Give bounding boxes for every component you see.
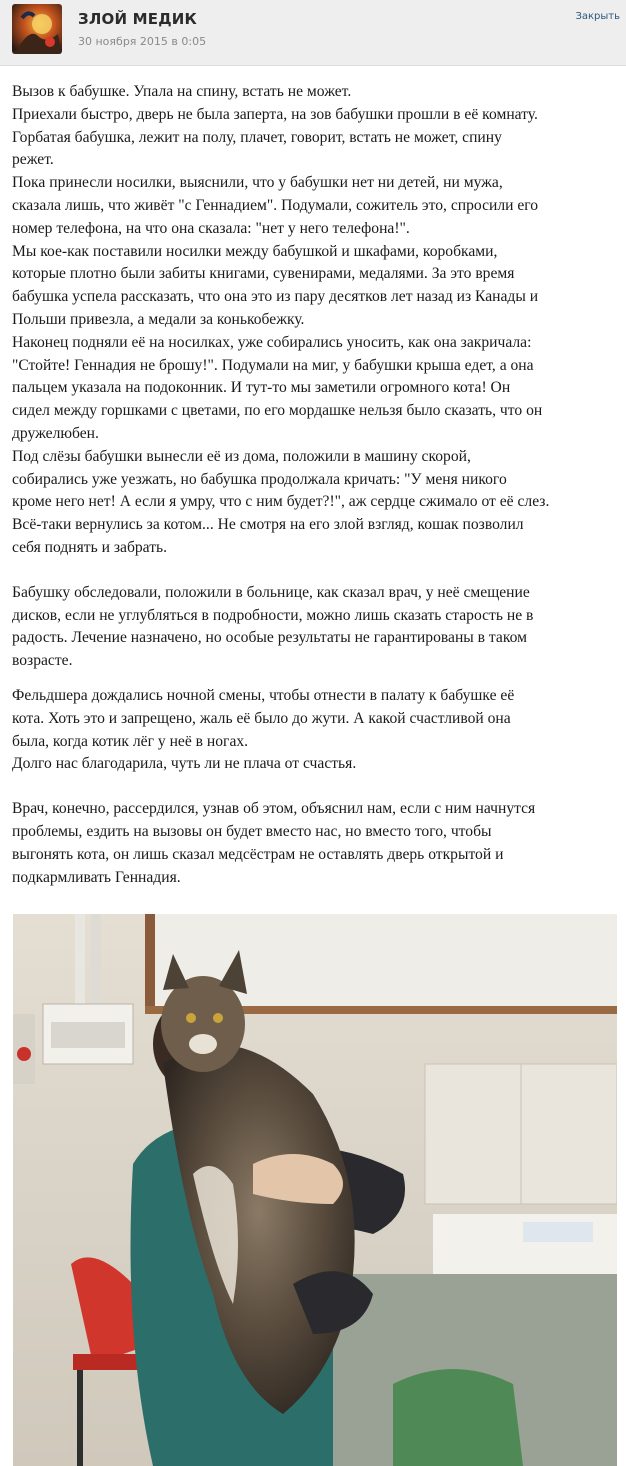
post-text-line: Пока принесли носилки, выяснили, что у бабушки нет ни детей, ни мужа, xyxy=(12,174,503,192)
post-text-line: Врач, конечно, рассердился, узнав об этом, объяснил нам, если с ним начнутся xyxy=(12,800,536,818)
post-text-line: режет. xyxy=(12,151,54,169)
post-text-line: бабушка успела рассказать, что она это из пару десятков лет назад из Канады и xyxy=(12,288,539,306)
post-text-line: возрасте. xyxy=(12,652,73,670)
post-text-line: кроме него нет! А если я умру, что с ним будет?!", аж сердце сжимало от её слез. xyxy=(12,493,550,511)
post-text-line: была, когда котик лёг у неё в ногах. xyxy=(12,732,249,750)
avatar[interactable] xyxy=(12,4,62,54)
paragraph-spacer xyxy=(12,560,620,582)
post-text-line: Под слёзы бабушки вынесли её из дома, положили в машину скорой, xyxy=(12,447,471,465)
post-text-line: Вызов к бабушке. Упала на спину, встать не может. xyxy=(12,83,352,100)
cat-photo-image xyxy=(13,914,617,1466)
post-text-line: Всё-таки вернулись за котом... Не смотря на его злой взгляд, кошак позволил xyxy=(12,516,524,534)
paragraph-spacer xyxy=(12,776,620,798)
post-text-line: дружелюбен. xyxy=(12,424,99,442)
post-text-line: проблемы, ездить на вызовы он будет вместо нас, но вместо того, чтобы xyxy=(12,822,492,840)
post-text-line: пальцем указала на подоконник. И тут-то мы заметили огромного кота! Он xyxy=(12,379,511,397)
post-photo[interactable] xyxy=(13,914,617,1466)
post-text-line: радость. Лечение назначено, но особые результаты не гарантированы в таком xyxy=(12,629,528,647)
post-paragraph xyxy=(12,81,620,560)
post-text-line: Долго нас благодарила, чуть ли не плача от счастья. xyxy=(12,755,357,773)
post-paragraph xyxy=(12,582,620,673)
post-text-line: Польши привезла, а медали за конькобежку. xyxy=(12,310,305,328)
post-paragraph xyxy=(12,685,620,776)
post-paragraph xyxy=(12,798,620,889)
post-text-line: Наконец подняли её на носилках, уже собирались уносить, как она закричала: xyxy=(12,333,532,351)
post-text-line: "Стойте! Геннадия не брошу!". Подумали на миг, у бабушки крыша едет, а она xyxy=(12,356,534,374)
post-text-line: Приехали быстро, дверь не была заперта, на зов бабушки прошли в её комнату. xyxy=(12,105,538,123)
post-text-line: дисков, если не углубляться в подробности, можно лишь сказать старость не в xyxy=(12,606,534,624)
author-name[interactable]: ЗЛОЙ МЕДИК xyxy=(78,10,197,28)
post-text-line: номер телефона, на что она сказала: "нет у него телефона!". xyxy=(12,219,410,237)
post-text-line: собирались уже уезжать, но бабушка продолжала кричать: "У меня никого xyxy=(12,470,507,488)
post-header xyxy=(0,0,626,66)
post-text-line: Бабушку обследовали, положили в больнице, как сказал врач, у неё смещение xyxy=(12,583,530,601)
paragraph-spacer xyxy=(12,673,620,685)
post-text-line: Горбатая бабушка, лежит на полу, плачет, говорит, встать не может, спину xyxy=(12,128,502,146)
post-date[interactable]: 30 ноября 2015 в 0:05 xyxy=(78,35,207,48)
post-text-line: сидел между горшками с цветами, по его мордашке нельзя было сказать, что он xyxy=(12,402,543,420)
post-text-line: сказала лишь, что живёт "с Геннадием". Подумали, сожитель это, спросили его xyxy=(12,196,539,214)
post-text-line: Фельдшера дождались ночной смены, чтобы отнести в палату к бабушке её xyxy=(12,686,515,704)
post-text-line: которые плотно были забиты книгами, сувенирами, медалями. За это время xyxy=(12,265,515,283)
post-body xyxy=(12,81,620,889)
post-text-line: подкармливать Геннадия. xyxy=(12,868,181,886)
post-text-line: выгонять кота, он лишь сказал медсёстрам не оставлять дверь открытой и xyxy=(12,845,504,863)
post-text-line: кота. Хоть это и запрещено, жаль её было до жути. А какой счастливой она xyxy=(12,709,511,727)
post-text-line: Мы кое-как поставили носилки между бабушкой и шкафами, коробками, xyxy=(12,242,498,260)
close-link[interactable]: Закрыть xyxy=(575,11,620,22)
post-text-line: себя поднять и забрать. xyxy=(12,538,168,556)
